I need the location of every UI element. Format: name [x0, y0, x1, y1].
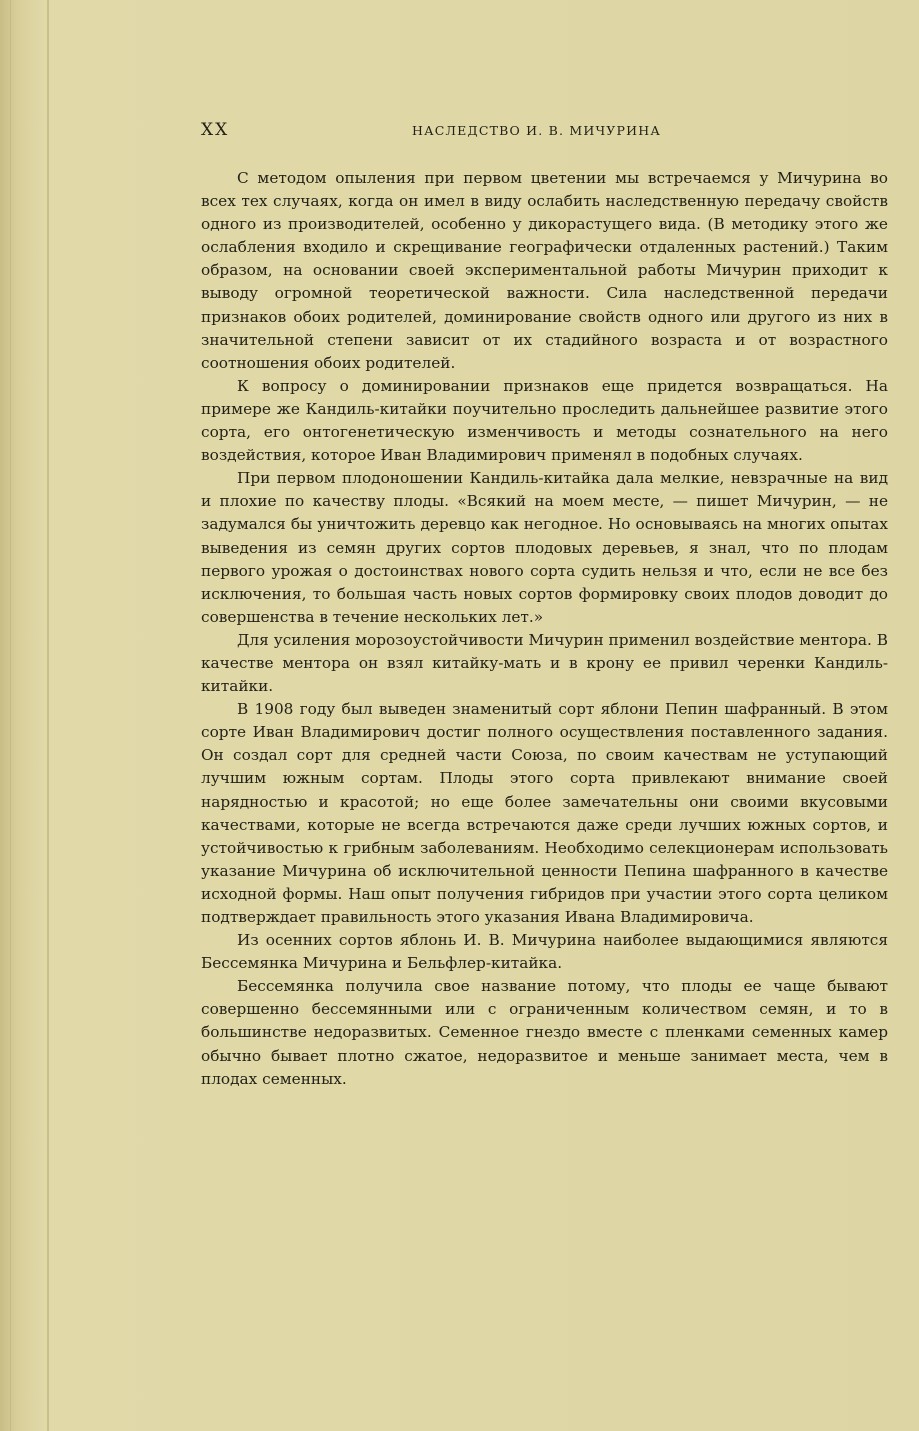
- page-edge-line: [10, 0, 11, 1431]
- paragraph: В 1908 году был выведен знаменитый сорт яблони Пепин шафранный. В этом сорте Иван Владимирович достиг полного осуществления поставленного задания. Он создал сорт для средней части Союза, по своим качествам не уступающий лучшим южным сортам. Плоды этого сорта привлекают внимание своей нарядностью и красотой; но еще более замечательны они своими вкусовыми качествами, которые не всегда встречаются даже среди лучших южных сортов, и устойчивостью к грибным заболеваниям. Необходимо селекционерам использовать указание Мичурина об исключительной ценности Пепина шафранного в качестве исходной формы. Наш опыт получения гибридов при участии этого сорта целиком подтверждает правильность этого указания Ивана Владимировича.: [201, 700, 888, 926]
- paragraph: Для усиления морозоустойчивости Мичурин применил воздействие ментора. В качестве ментора он взял китайку-мать и в крону ее привил черенки Кандиль-китайки.: [201, 630, 888, 696]
- paragraph: При первом плодоношении Кандиль-китайка дала мелкие, невзрачные на вид и плохие по качеству плоды. «Всякий на моем месте, — пишет Мичурин, — не задумался бы уничтожить деревцо как негодное. Но основываясь на многих опытах выведения из семян других сортов плодовых деревьев, я знал, что по плодам первого урожая о достоинствах нового сорта судить нельзя и что, если не все без исключения, то большая часть новых сортов формировку своих плодов доводит до совершенства в течение нескольких лет.»: [201, 469, 888, 626]
- page-header: [201, 120, 881, 144]
- paragraph: К вопросу о доминировании признаков еще придется возвращаться. На примере же Кандиль-китайки поучительно проследить дальнейшее развитие этого сорта, его онтогенетическую изменчивость и методы сознательного на него воздействия, которое Иван Владимирович применял в подобных случаях.: [201, 376, 888, 465]
- paragraph: С методом опыления при первом цветении мы встречаемся у Мичурина во всех тех случаях, когда он имел в виду ослабить наследственную передачу свойств одного из производителей, особенно у дикорастущего вида. (В методику этого же ослабления входило и скрещивание географически отдаленных растений.) Таким образом, на основании своей экспериментальной работы Мичурин приходит к выводу огромной теоретической важности. Сила наследственной передачи признаков обоих родителей, доминирование свойств одного или другого из них в значительной степени зависит от их стадийного возраста и от возрастного соотношения обоих родителей.: [201, 169, 888, 372]
- gutter-line: [47, 0, 49, 1431]
- paragraph: Бессемянка получила свое название потому, что плоды ее чаще бывают совершенно бессемянными или с ограниченным количеством семян, и то в большинстве недоразвитых. Семенное гнездо вместе с пленками семенных камер обычно бывает плотно сжатое, недоразвитое и меньше занимает места, чем в плодах семенных.: [201, 977, 888, 1088]
- body-text: [201, 167, 888, 1091]
- running-title: НАСЛЕДСТВО И. В. МИЧУРИНА: [412, 123, 662, 138]
- paragraph: Из осенних сортов яблонь И. В. Мичурина наиболее выдающимися являются Бессемянка Мичурина и Бельфлер-китайка.: [201, 931, 888, 973]
- page-number: XX: [201, 120, 230, 140]
